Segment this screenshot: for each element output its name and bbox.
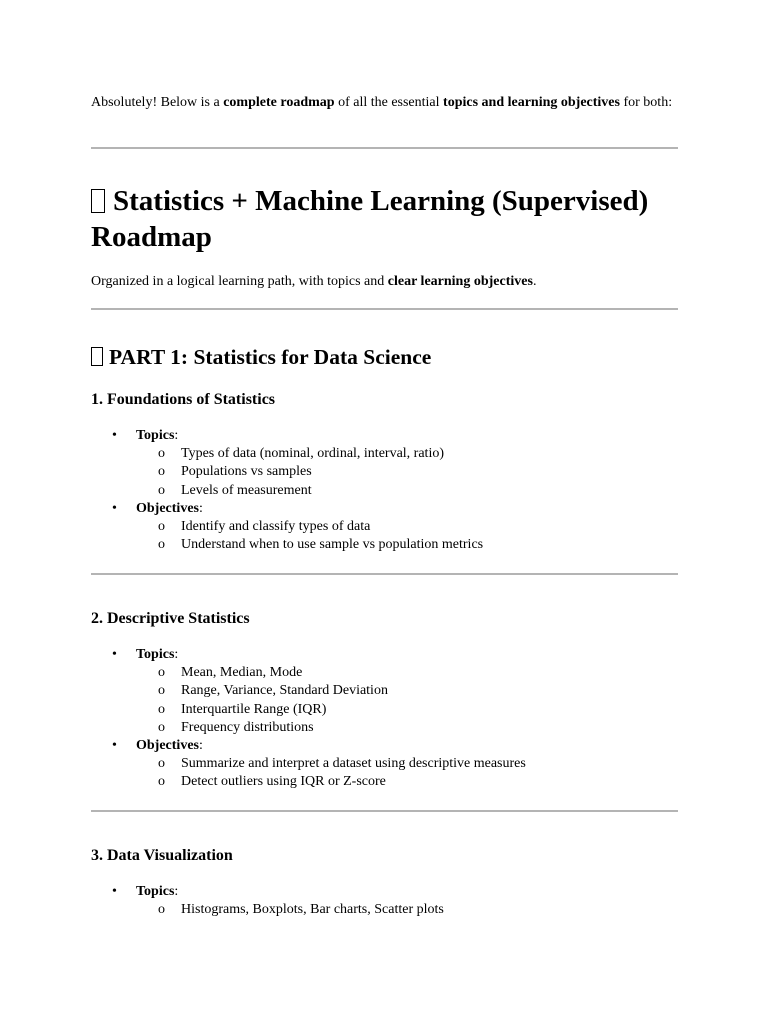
sub-list-item xyxy=(91,682,678,700)
list-item xyxy=(91,427,678,445)
sub-list-item xyxy=(91,536,678,554)
circle-bullet-icon: o xyxy=(158,902,165,918)
sub-list-item xyxy=(91,445,678,463)
colon: : xyxy=(198,738,203,754)
bullet-icon: • xyxy=(112,428,117,443)
list-label: Topics xyxy=(136,647,175,662)
sub-list-item xyxy=(91,901,678,919)
topic-text: Interquartile Range (IQR) xyxy=(181,701,327,717)
colon: : xyxy=(198,500,203,516)
missing-glyph-icon xyxy=(91,189,105,213)
topic-text: Populations vs samples xyxy=(181,464,312,480)
horizontal-rule xyxy=(91,810,678,812)
objective-text: Detect outliers using IQR or Z-score xyxy=(181,774,386,790)
intro-text: Absolutely! Below is a xyxy=(91,95,224,110)
intro-bold-text: topics and learning objectives xyxy=(443,95,620,110)
sub-list-item xyxy=(91,719,678,737)
horizontal-rule xyxy=(91,573,678,575)
sub-list-item xyxy=(91,701,678,719)
section-heading: 3. Data Visualization xyxy=(91,847,233,864)
bullet-icon: • xyxy=(112,884,117,899)
intro-text: of all the essential xyxy=(334,95,444,110)
horizontal-rule xyxy=(91,147,678,149)
topic-text: Range, Variance, Standard Deviation xyxy=(181,683,388,699)
section-list xyxy=(91,883,678,919)
sub-list-item xyxy=(91,518,678,536)
objective-text: Understand when to use sample vs population metrics xyxy=(181,537,484,553)
objective-text: Identify and classify types of data xyxy=(181,519,371,535)
list-item xyxy=(91,737,678,755)
topic-text: Histograms, Boxplots, Bar charts, Scatter plots xyxy=(181,902,444,918)
circle-bullet-icon: o xyxy=(158,446,165,462)
colon: : xyxy=(174,428,179,443)
sub-list-item xyxy=(91,773,678,791)
page-title xyxy=(91,183,681,255)
intro-bold-text: complete roadmap xyxy=(223,95,335,110)
objective-text: Summarize and interpret a dataset using descriptive measures xyxy=(181,756,526,772)
topic-text: Types of data (nominal, ordinal, interval, ratio) xyxy=(181,446,444,462)
intro-paragraph xyxy=(91,94,678,112)
circle-bullet-icon: o xyxy=(158,683,165,699)
colon: : xyxy=(174,884,179,899)
topic-text: Levels of measurement xyxy=(181,482,312,498)
bullet-icon: • xyxy=(112,500,117,516)
list-item xyxy=(91,646,678,664)
missing-glyph-icon xyxy=(91,347,103,366)
circle-bullet-icon: o xyxy=(158,537,165,553)
list-item xyxy=(91,500,678,518)
bullet-icon: • xyxy=(112,647,117,662)
colon: : xyxy=(174,647,179,662)
circle-bullet-icon: o xyxy=(158,665,165,681)
part-heading xyxy=(91,344,431,370)
subtitle-bold-text: clear learning objectives xyxy=(387,274,533,289)
circle-bullet-icon: o xyxy=(158,519,165,535)
subtitle-text: Organized in a logical learning path, with topics and xyxy=(91,274,388,289)
circle-bullet-icon: o xyxy=(158,719,165,735)
bullet-icon: • xyxy=(112,738,117,754)
subtitle-text: . xyxy=(532,274,537,289)
circle-bullet-icon: o xyxy=(158,774,165,790)
section-list xyxy=(91,427,678,554)
topic-text: Frequency distributions xyxy=(181,719,314,735)
circle-bullet-icon: o xyxy=(158,756,165,772)
sub-list-item xyxy=(91,482,678,500)
sub-list-item xyxy=(91,463,678,481)
list-label: Objectives xyxy=(136,500,199,516)
list-label: Topics xyxy=(136,428,175,443)
part-heading-text: PART 1: Statistics for Data Science xyxy=(109,345,432,369)
sub-list-item xyxy=(91,755,678,773)
section-heading: 1. Foundations of Statistics xyxy=(91,391,276,408)
section-heading: 2. Descriptive Statistics xyxy=(91,610,250,627)
circle-bullet-icon: o xyxy=(158,464,165,480)
sub-list-item xyxy=(91,664,678,682)
section-list xyxy=(91,646,678,792)
circle-bullet-icon: o xyxy=(158,482,165,498)
list-item xyxy=(91,883,678,901)
subtitle-paragraph xyxy=(91,273,536,291)
list-label: Topics xyxy=(136,884,175,899)
page-title-text: Statistics + Machine Learning (Supervised) Roadmap xyxy=(91,185,649,253)
topic-text: Mean, Median, Mode xyxy=(181,665,303,681)
intro-text: for both: xyxy=(619,95,673,110)
horizontal-rule xyxy=(91,308,678,310)
circle-bullet-icon: o xyxy=(158,701,165,717)
list-label: Objectives xyxy=(136,738,199,754)
